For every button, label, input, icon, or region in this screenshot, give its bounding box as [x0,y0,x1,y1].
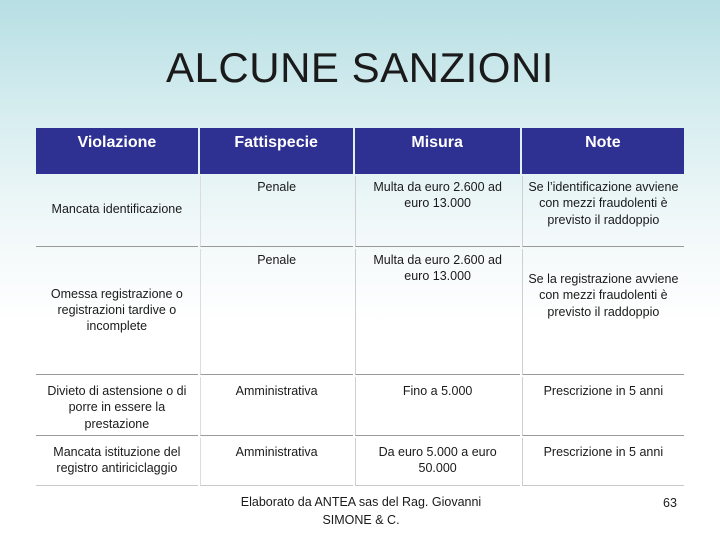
table-row [36,438,684,486]
cell-fattispecie: Penale [200,249,353,375]
cell-fattispecie: Penale [200,176,353,247]
header-note: Note [522,128,684,174]
slide-title: ALCUNE SANZIONI [166,44,554,91]
footer-credit: Elaborato da ANTEA sas del Rag. Giovanni SIMONE & C. [240,495,482,527]
header-fattispecie: Fattispecie [200,128,353,174]
cell-fattispecie: Amministrativa [200,377,353,436]
cell-violazione: Mancata istituzione del registro antiriciclaggio [36,438,198,486]
cell-misura: Da euro 5.000 a euro 50.000 [355,438,520,486]
cell-misura: Multa da euro 2.600 ad euro 13.000 [355,249,520,375]
cell-fattispecie: Amministrativa [200,438,353,486]
header-misura: Misura [355,128,520,174]
cell-note: Prescrizione in 5 anni [522,377,684,436]
sanctions-table [34,126,686,488]
cell-misura: Fino a 5.000 [355,377,520,436]
cell-note: Se la registrazione avviene con mezzi fraudolenti è previsto il raddoppio [522,249,684,375]
cell-note: Prescrizione in 5 anni [522,438,684,486]
table-row [36,176,684,247]
table-row [36,377,684,436]
cell-note: Se l’identificazione avviene con mezzi fraudolenti è previsto il raddoppio [522,176,684,247]
cell-violazione: Mancata identificazione [36,176,198,247]
page-number: 63 [663,496,677,510]
header-violazione: Violazione [36,128,198,174]
cell-violazione: Divieto di astensione o di porre in essere la prestazione [36,377,198,436]
table-row [36,249,684,375]
cell-misura: Multa da euro 2.600 ad euro 13.000 [355,176,520,247]
table-header-row [36,128,684,174]
cell-violazione: Omessa registrazione o registrazioni tardive o incomplete [36,249,198,375]
